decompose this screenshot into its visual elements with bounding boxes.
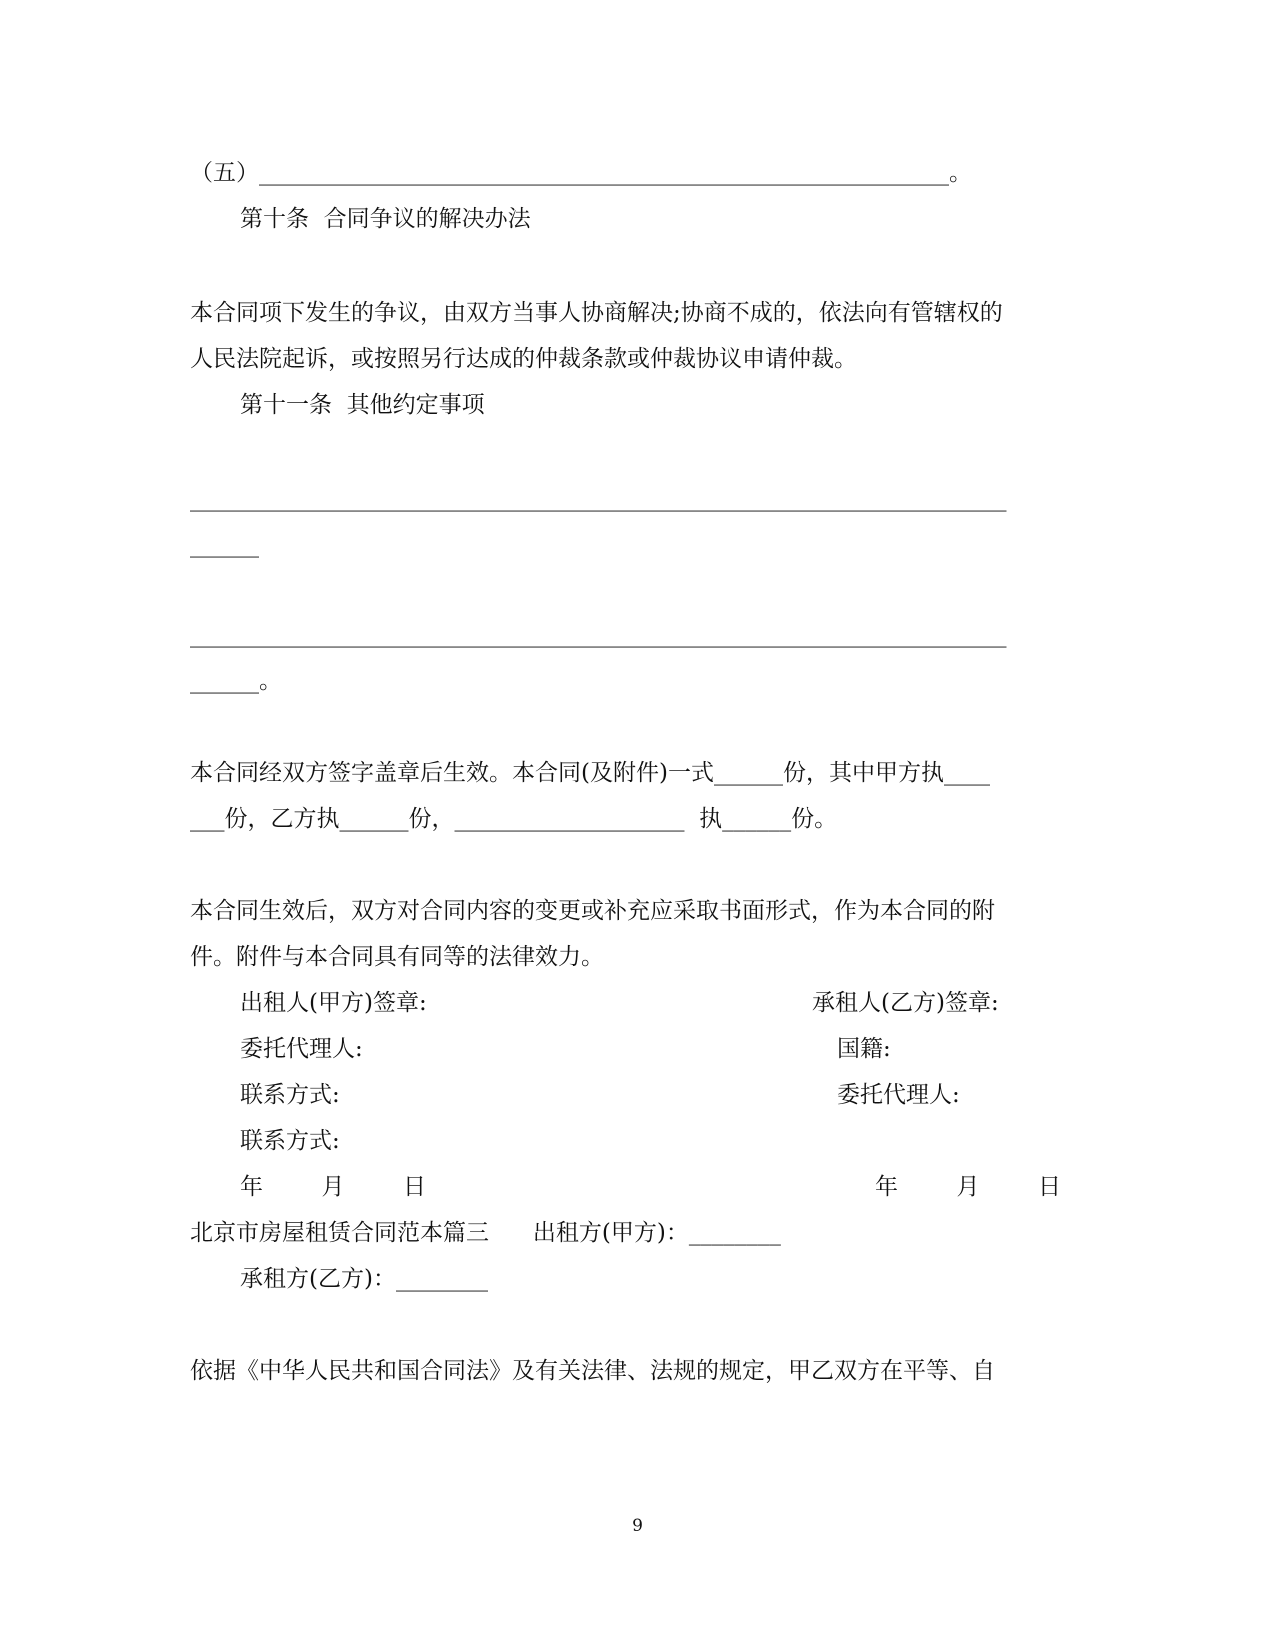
page-number: 9 <box>632 1516 643 1536</box>
lessee-signature-label: 承租人(乙方)签章: <box>812 990 999 1016</box>
lessee-nationality-label: 国籍: <box>837 1036 891 1062</box>
blank-line-2b: ______。 <box>190 668 282 694</box>
item-5-line: （五）____________________________________________________________。 <box>190 160 972 186</box>
lessor-date-line: 年 月 日 <box>240 1174 426 1200</box>
supplement-paragraph-line-1: 本合同生效后，双方对合同内容的变更或补充应采取书面形式，作为本合同的附 <box>190 898 995 924</box>
effect-paragraph-line-2: ___份，乙方执______份，____________________ 执______份。 <box>190 806 838 832</box>
blank-line-2a: _______________________________________________________________________ <box>190 622 1007 648</box>
lessee-agent-label: 委托代理人: <box>837 1082 960 1108</box>
next-contract-lessee-line: 承租方(乙方)：________ <box>240 1266 488 1292</box>
article-10-paragraph-line-1: 本合同项下发生的争议，由双方当事人协商解决;协商不成的，依法向有管辖权的 <box>190 300 1003 326</box>
article-10-heading: 第十条 合同争议的解决办法 <box>240 206 531 232</box>
article-11-heading: 第十一条 其他约定事项 <box>240 392 485 418</box>
lessee-date-line: 年 月 日 <box>875 1174 1061 1200</box>
lessor-signature-label: 出租人(甲方)签章: <box>240 990 427 1016</box>
blank-line-1a: _______________________________________________________________________ <box>190 486 1007 512</box>
lessor-agent-label: 委托代理人: <box>240 1036 363 1062</box>
supplement-paragraph-line-2: 件。附件与本合同具有同等的法律效力。 <box>190 944 604 970</box>
blank-line-1b: ______ <box>190 532 259 558</box>
next-contract-basis-line: 依据《中华人民共和国合同法》及有关法律、法规的规定，甲乙双方在平等、自 <box>190 1358 995 1384</box>
article-10-paragraph-line-2: 人民法院起诉，或按照另行达成的仲裁条款或仲裁协议申请仲裁。 <box>190 346 857 372</box>
effect-paragraph-line-1: 本合同经双方签字盖章后生效。本合同(及附件)一式______份，其中甲方执____ <box>190 760 990 786</box>
lessor-contact-label: 联系方式: <box>240 1082 340 1108</box>
lessee-contact-label: 联系方式: <box>240 1128 340 1154</box>
next-contract-title-line: 北京市房屋租赁合同范本篇三 出租方(甲方)：________ <box>190 1220 781 1246</box>
